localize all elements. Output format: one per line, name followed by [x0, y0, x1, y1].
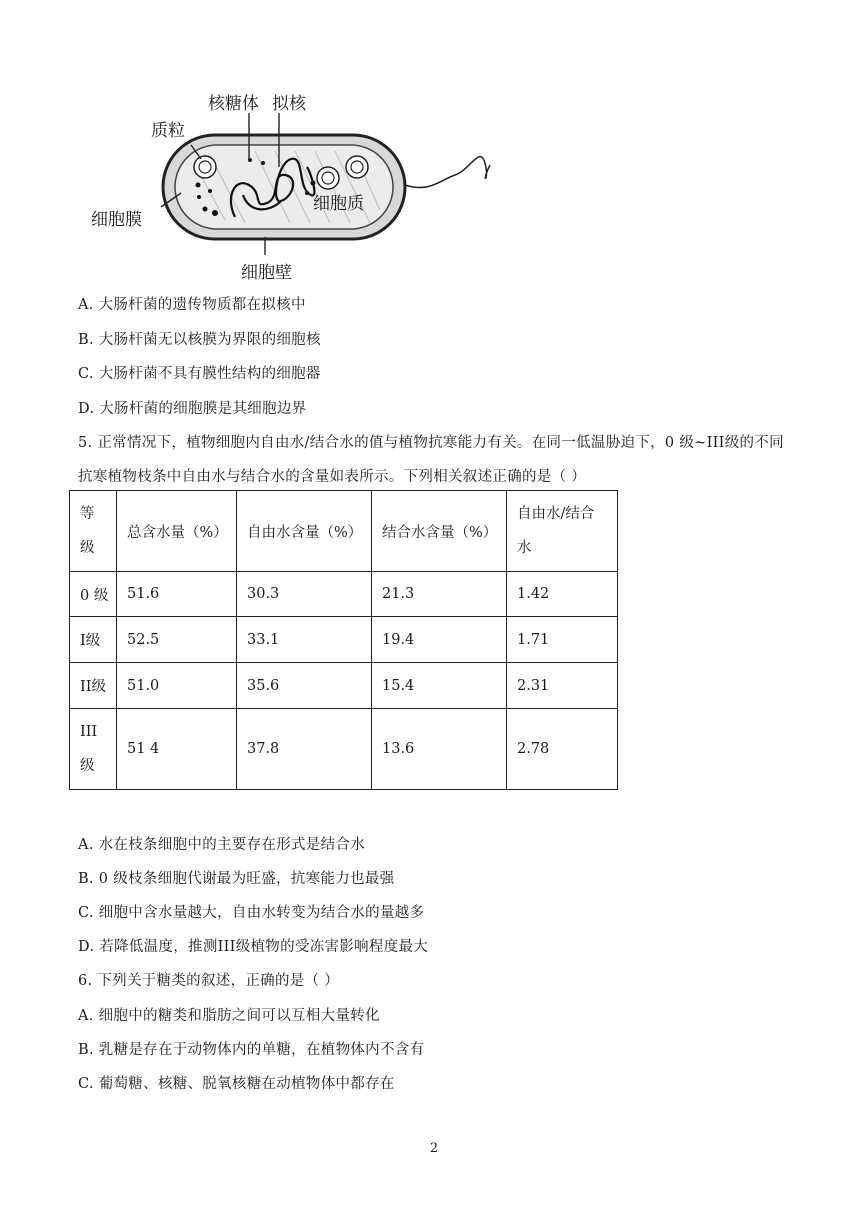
- cell-grade: 0 级: [70, 572, 117, 617]
- q4-option-c: C. 大肠杆菌不具有膜性结构的细胞器: [78, 366, 321, 382]
- water-content-table: [69, 490, 618, 790]
- header-ratio: 自由水/结合 水: [507, 491, 618, 572]
- cell-total: 51 4: [117, 709, 237, 790]
- flagellum-shape: [405, 157, 490, 188]
- q4-option-b: B. 大肠杆菌无以核膜为界限的细胞核: [78, 332, 321, 348]
- q5-option-d: D. 若降低温度，推测III级植物的受冻害影响程度最大: [78, 939, 429, 955]
- cell-free: 35.6: [237, 663, 372, 709]
- label-ribosome: 核糖体: [208, 94, 259, 114]
- cell-grade: I级: [70, 617, 117, 663]
- label-nucleoid: 拟核: [272, 94, 306, 114]
- cell-ratio: 2.31: [507, 663, 618, 709]
- page-number: 2: [429, 1141, 439, 1156]
- header-free-water: 自由水含量（%）: [237, 491, 372, 572]
- cell-ratio: 1.71: [507, 617, 618, 663]
- cell-bound: 19.4: [372, 617, 507, 663]
- label-cell-wall: 细胞壁: [241, 263, 292, 283]
- q5-stem-line1: 5. 正常情况下，植物细胞内自由水/结合水的值与植物抗寒能力有关。在同一低温胁迫下，0 级~III级的不同: [78, 435, 784, 451]
- table-row: [70, 709, 618, 790]
- cell-free: 37.8: [237, 709, 372, 790]
- q5-stem-line2: 抗寒植物枝条中自由水与结合水的含量如表所示。下列相关叙述正确的是（ ）: [78, 469, 587, 485]
- q4-option-a: A. 大肠杆菌的遗传物质都在拟核中: [78, 297, 306, 313]
- cell-ratio: 2.78: [507, 709, 618, 790]
- cell-total: 52.5: [117, 617, 237, 663]
- table-header-row: [70, 491, 618, 572]
- plasmid-shape: [194, 156, 216, 178]
- ecoli-structure-figure: [85, 85, 505, 285]
- cell-grade: III 级: [70, 709, 117, 790]
- cell-ratio: 1.42: [507, 572, 618, 617]
- q5-option-b: B. 0 级枝条细胞代谢最为旺盛，抗寒能力也最强: [78, 871, 395, 887]
- bacterium-diagram: [85, 85, 505, 285]
- q5-option-c: C. 细胞中含水量越大，自由水转变为结合水的量越多: [78, 905, 425, 921]
- cell-grade: II级: [70, 663, 117, 709]
- q6-option-b: B. 乳糖是存在于动物体内的单糖，在植物体内不含有: [78, 1042, 425, 1058]
- table-row: [70, 663, 618, 709]
- cell-bound: 15.4: [372, 663, 507, 709]
- label-cytoplasm: 细胞质: [313, 194, 364, 214]
- q6-option-a: A. 细胞中的糖类和脂肪之间可以互相大量转化: [78, 1008, 380, 1024]
- table-row: [70, 617, 618, 663]
- header-grade: 等 级: [70, 491, 117, 572]
- q6-stem: 6. 下列关于糖类的叙述，正确的是（ ）: [78, 973, 340, 989]
- label-cell-membrane: 细胞膜: [91, 210, 142, 230]
- cell-free: 30.3: [237, 572, 372, 617]
- q4-option-d: D. 大肠杆菌的细胞膜是其细胞边界: [78, 401, 307, 417]
- header-total-water: 总含水量（%）: [117, 491, 237, 572]
- header-bound-water: 结合水含量（%）: [372, 491, 507, 572]
- cell-free: 33.1: [237, 617, 372, 663]
- cell-bound: 13.6: [372, 709, 507, 790]
- cell-total: 51.0: [117, 663, 237, 709]
- label-plasmid: 质粒: [151, 121, 185, 141]
- q5-option-a: A. 水在枝条细胞中的主要存在形式是结合水: [78, 837, 365, 853]
- cell-total: 51.6: [117, 572, 237, 617]
- table-row: [70, 572, 618, 617]
- cell-bound: 21.3: [372, 572, 507, 617]
- q6-option-c: C. 葡萄糖、核糖、脱氧核糖在动植物体中都存在: [78, 1076, 395, 1092]
